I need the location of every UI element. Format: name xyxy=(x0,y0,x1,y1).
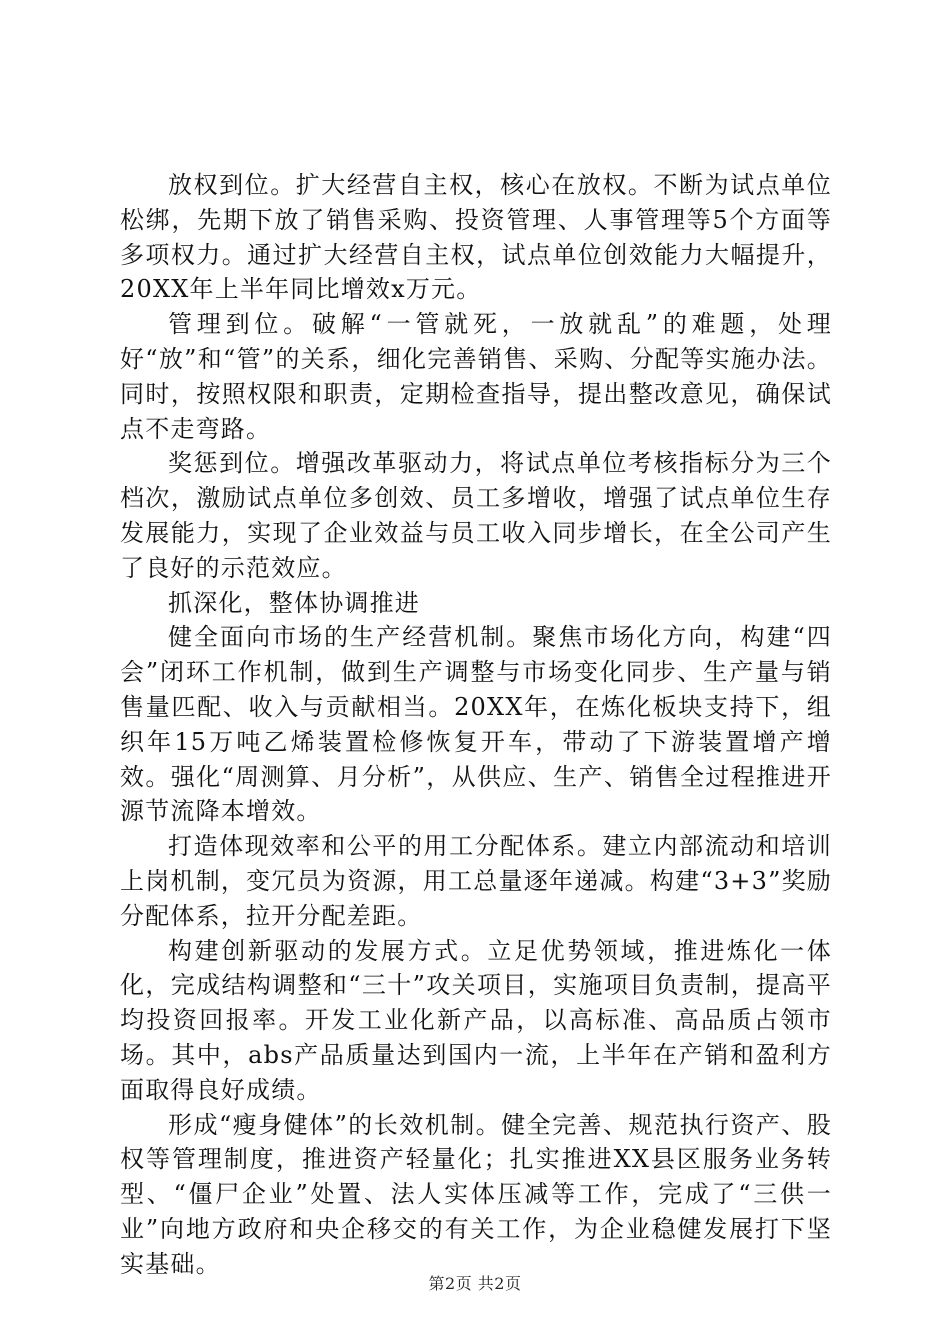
paragraph-decentralization: 放权到位。扩大经营自主权，核心在放权。不断为试点单位松绑，先期下放了销售采购、投资管理、人事管理等5个方面等多项权力。通过扩大经营自主权，试点单位创效能力大幅提升，20XX年上半年同比增效x万元。 xyxy=(120,171,832,304)
paragraph-market-mechanism: 健全面向市场的生产经营机制。聚焦市场化方向，构建“四会”闭环工作机制，做到生产调整与市场变化同步、生产量与销售量匹配、收入与贡献相当。20XX年，在炼化板块支持下，组织年15万吨乙烯装置检修恢复开车，带动了下游装置增产增效。强化“周测算、月分析”，从供应、生产、销售全过程推进开源节流降本增效。 xyxy=(120,623,832,826)
paragraph-innovation: 构建创新驱动的发展方式。立足优势领域，推进炼化一体化，完成结构调整和“三十”攻关项目，实施项目负责制，提高平均投资回报率。开发工业化新产品，以高标准、高品质占领市场。其中，abs产品质量达到国内一流，上半年在产销和盈利方面取得良好成绩。 xyxy=(120,936,832,1104)
page-footer: 第2页 共2页 xyxy=(428,1274,522,1293)
paragraph-slimming: 形成“瘦身健体”的长效机制。健全完善、规范执行资产、股权等管理制度，推进资产轻量化；扎实推进XX县区服务业务转型、“僵尸企业”处置、法人实体压减等工作，完成了“三供一业”向地方政府和央企移交的有关工作，为企业稳健发展打下坚实基础。 xyxy=(120,1110,832,1278)
paragraph-management: 管理到位。破解“一管就死，一放就乱”的难题，处理好“放”和“管”的关系，细化完善销售、采购、分配等实施办法。同时，按照权限和职责，定期检查指导，提出整改意见，确保试点不走弯路。 xyxy=(120,310,832,443)
section-heading-deepening: 抓深化，整体协调推进 xyxy=(168,588,420,617)
paragraph-rewards: 奖惩到位。增强改革驱动力，将试点单位考核指标分为三个档次，激励试点单位多创效、员工多增收，增强了试点单位生存发展能力，实现了企业效益与员工收入同步增长，在全公司产生了良好的示范效应。 xyxy=(120,449,832,582)
document-body xyxy=(120,168,832,1282)
paragraph-labor-distribution: 打造体现效率和公平的用工分配体系。建立内部流动和培训上岗机制，变冗员为资源，用工总量逐年递减。构建“3+3”奖励分配体系，拉开分配差距。 xyxy=(120,832,832,930)
